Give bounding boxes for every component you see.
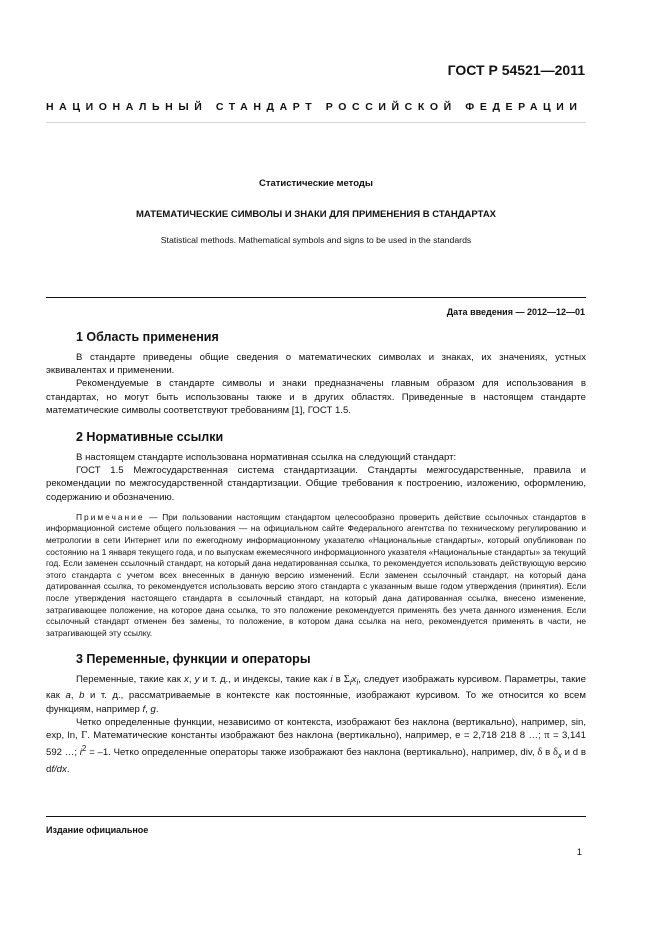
function-f: f (142, 703, 146, 715)
function-g: g (150, 703, 156, 715)
text-run: в (542, 747, 553, 759)
title-main: МАТЕМАТИЧЕСКИЕ СИМВОЛЫ И ЗНАКИ ДЛЯ ПРИМЕНЕНИЯ В СТАНДАРТАХ (135, 209, 497, 220)
title-series: Статистические методы (258, 178, 374, 189)
text-run: = 3,141 592 …; (46, 730, 586, 759)
section-2-paragraph-2: ГОСТ 1.5 Межгосударственная система стандартизации. Стандарты межгосударственные, правила и рекомендации по межгосударственной стандартизации. Общие требования к построению, изложению, оформлению, содержанию и обозначению. (46, 465, 586, 503)
section-2-note (46, 512, 586, 640)
exponent-2: 2 (81, 744, 87, 754)
note-label: Примечание (76, 511, 145, 522)
text-run: и т. д., рассматриваемые в контексте как постоянные, изображают курсивом. То же относится ко всем функциям, например (46, 690, 586, 715)
text-run: = –1. Четко определенные операторы также изображают без наклона (вертикально), например, div, (86, 747, 538, 759)
text-run: , следует изображать курсивом. Параметры, такие как (46, 674, 587, 702)
text-run: . (66, 763, 70, 775)
delta-subscript: x (557, 751, 562, 761)
text-run: , (70, 690, 80, 702)
section-1-paragraph-2: Рекомендуемые в стандарте символы и знаки предназначены главным образом для использования в стандартах, но могут быть использованы также и в других областях. Приведенные в настоящем стандарте математические символы соответствуют требованиям [1], ГОСТ 1.5. (46, 378, 586, 416)
text-run: и т. д., и индексы, такие как (199, 674, 331, 686)
introduction-date: Дата введения — 2012—12—01 (446, 307, 585, 317)
index-i: i (330, 674, 333, 686)
text-run: . (155, 703, 159, 715)
note-text: — При пользовании настоящим стандартом целесообразно проверить действие ссылочных стандартов в информационной системе общего пользования — на официальном сайте Федерального агентства по техническому регулированию и метрологии в сети Интернет или по ежегодному информационному указателю «Национальные стандарты», который опубликован по состоянию на 1 января текущего года, и по выпускам ежемесячного информационного указателя «Национальные стандарты» за текущий год. Если заменен ссылочный стандарт, на который дана недатированная ссылка, то рекомендуется использовать действующую версию этого стандарта с учетом всех внесенных в данную версию изменений. Если заменен ссылочный стандарт, на который дана датированная ссылка, то рекомендуется использовать версию этого стандарта с указанным выше годом утверждения (принятия). Если после утверждения настоящего стандарта в ссылочный стандарт, на который дана датированная ссылка, внесено изменение, затрагивающее положение, на которое дана ссылка, то это положение рекомендуется применять без учета данного изменения. Если ссылочный стандарт отменен без замены, то положение, в котором дана ссылка на него, рекомендуется применять в части, не затрагивающей эту ссылку. (46, 511, 586, 638)
derivative-fraction: f/dx (51, 763, 67, 775)
text-run: в (332, 674, 344, 686)
section-1-heading: 1 Область применения (76, 330, 219, 344)
banner-divider (46, 122, 586, 123)
title-divider (46, 297, 586, 298)
variable-x: x (184, 674, 189, 686)
gamma-symbol: Γ (81, 730, 88, 742)
document-body (46, 330, 586, 776)
section-2-heading: 2 Нормативные ссылки (76, 430, 224, 445)
footer-divider (46, 816, 586, 817)
variable-y: y (194, 674, 200, 686)
section-3-paragraph-2 (46, 716, 586, 776)
text-run: и d в d (46, 747, 586, 775)
title-english: Statistical methods. Mathematical symbols and signs to be used in the standards (160, 235, 472, 245)
text-run: . Математические константы изображают без наклона (вертикально), например, e = 2,718 218 8 …; (87, 730, 545, 742)
text-run: , (145, 703, 151, 715)
sum-variable: x (351, 674, 357, 686)
pi-symbol: π (544, 730, 550, 742)
page-number: 1 (576, 847, 582, 858)
parameter-a: a (65, 690, 71, 702)
parameter-b: b (79, 690, 85, 702)
delta-symbol: δ (537, 747, 543, 759)
document-number: ГОСТ Р 54521—2011 (447, 62, 585, 78)
text-run: Переменные, такие как (76, 674, 185, 686)
title-block (46, 178, 586, 245)
text-run: Четко определенные функции, независимо от контекста, изображают без наклона (вертикально), например, sin, exp, ln, (46, 716, 586, 742)
section-3-heading: 3 Переменные, функции и операторы (76, 652, 311, 667)
sum-subscript: i (349, 678, 352, 688)
sum-variable-subscript: i (356, 678, 359, 688)
sum-symbol: Σ (343, 674, 350, 686)
section-2-paragraph-1: В настоящем стандарте использована нормативная ссылка на следующий стандарт: (76, 452, 457, 464)
standard-banner: НАЦИОНАЛЬНЫЙ СТАНДАРТ РОССИЙСКОЙ ФЕДЕРАЦИИ (46, 101, 583, 113)
text-run: , (188, 674, 195, 686)
delta-symbol-indexed: δ (552, 747, 558, 759)
section-1-paragraph-1: В стандарте приведены общие сведения о математических символах и знаках, их значениях, устных эквивалентах и применении. (46, 352, 586, 377)
section-3-paragraph-1 (46, 673, 586, 716)
imaginary-unit: i (79, 747, 82, 759)
edition-label: Издание официальное (46, 825, 149, 835)
